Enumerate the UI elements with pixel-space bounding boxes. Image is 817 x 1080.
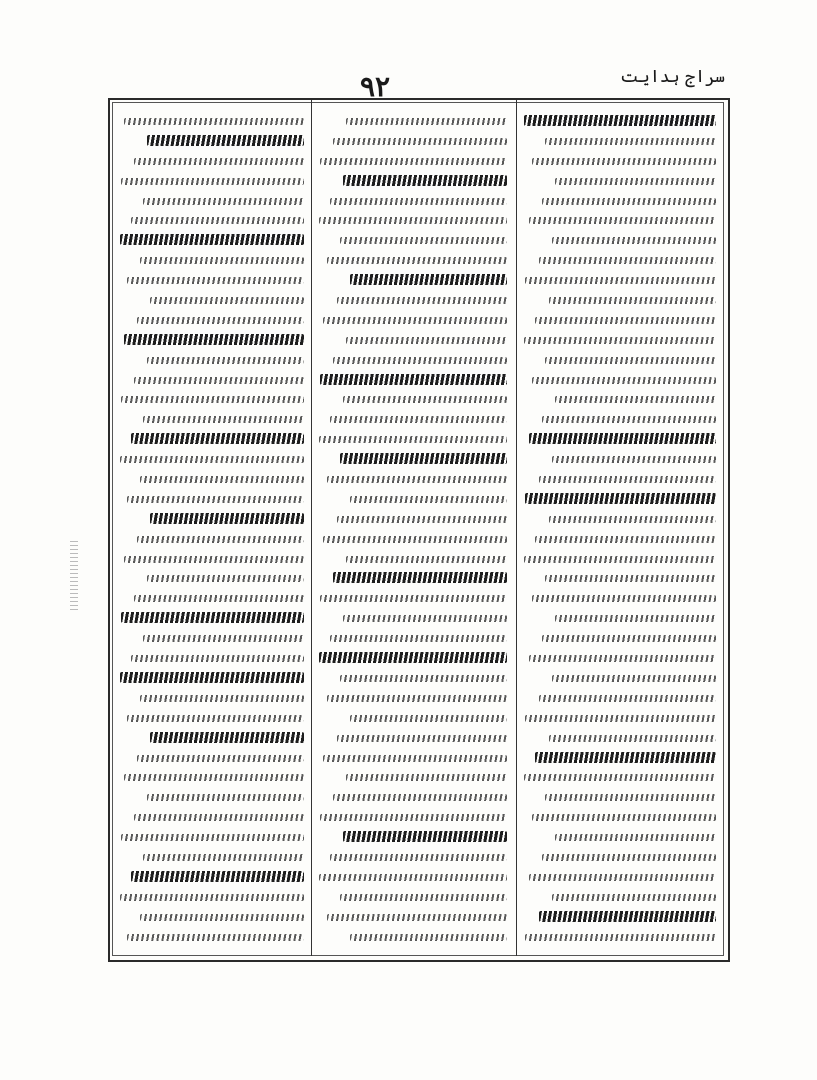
handwritten-text — [330, 198, 507, 205]
handwritten-text — [555, 178, 716, 185]
text-line — [118, 709, 306, 729]
handwritten-text — [552, 456, 716, 463]
entry-heading-line — [118, 430, 306, 450]
text-line — [522, 729, 718, 749]
handwritten-text — [333, 138, 507, 145]
text-line — [317, 908, 509, 928]
text-line — [317, 510, 509, 530]
entry-heading-line — [522, 749, 718, 769]
entry-heading-line — [317, 569, 509, 589]
handwritten-text — [127, 715, 304, 722]
handwritten-text — [330, 416, 507, 423]
text-line — [317, 390, 509, 410]
text-column-left — [118, 112, 306, 950]
handwritten-text — [346, 118, 507, 125]
handwritten-text — [535, 536, 716, 543]
handwritten-text — [323, 317, 507, 324]
handwritten-text — [319, 436, 507, 443]
text-line — [118, 172, 306, 192]
handwritten-text — [343, 396, 507, 403]
text-line — [317, 808, 509, 828]
handwritten-text — [147, 575, 304, 582]
entry-heading-line — [118, 132, 306, 152]
handwritten-text — [552, 894, 716, 901]
text-line — [118, 828, 306, 848]
text-line — [522, 152, 718, 172]
text-line — [118, 689, 306, 709]
handwritten-text — [535, 317, 716, 324]
handwritten-text — [524, 774, 716, 781]
text-line — [317, 311, 509, 331]
text-line — [522, 172, 718, 192]
page-number: ۹۲ — [360, 70, 391, 103]
handwritten-text — [140, 695, 304, 702]
handwritten-text — [545, 575, 716, 582]
handwritten-text — [124, 774, 304, 781]
text-line — [118, 450, 306, 470]
text-line — [317, 430, 509, 450]
handwritten-text — [120, 456, 304, 463]
handwritten-text — [343, 615, 507, 622]
handwritten-text — [532, 814, 716, 821]
text-line — [522, 868, 718, 888]
handwritten-text — [319, 217, 507, 224]
margin-stamp — [70, 540, 78, 610]
handwritten-text — [124, 334, 304, 345]
handwritten-text — [340, 237, 507, 244]
handwritten-text — [140, 257, 304, 264]
text-line — [317, 192, 509, 212]
handwritten-text — [320, 814, 507, 821]
handwritten-text — [535, 752, 716, 763]
text-line — [317, 470, 509, 490]
entry-heading-line — [522, 908, 718, 928]
entry-heading-line — [522, 112, 718, 132]
handwritten-text — [525, 493, 716, 504]
handwritten-text — [320, 374, 507, 385]
handwritten-text — [147, 357, 304, 364]
text-line — [522, 231, 718, 251]
handwritten-text — [127, 277, 304, 284]
text-line — [118, 808, 306, 828]
text-line — [522, 211, 718, 231]
text-line — [118, 291, 306, 311]
text-column-right — [522, 112, 718, 950]
handwritten-text — [524, 556, 716, 563]
handwritten-text — [147, 794, 304, 801]
text-line — [118, 908, 306, 928]
handwritten-text — [327, 695, 507, 702]
handwritten-text — [131, 871, 304, 882]
handwritten-text — [545, 138, 716, 145]
handwritten-text — [143, 198, 304, 205]
handwritten-text — [545, 357, 716, 364]
handwritten-text — [121, 178, 304, 185]
text-line — [118, 470, 306, 490]
handwritten-text — [529, 433, 716, 444]
text-line — [522, 649, 718, 669]
handwritten-text — [333, 794, 507, 801]
text-line — [118, 848, 306, 868]
text-line — [522, 788, 718, 808]
handwritten-text — [549, 297, 716, 304]
text-line — [317, 152, 509, 172]
handwritten-text — [333, 572, 507, 583]
text-line — [317, 410, 509, 430]
handwritten-text — [525, 277, 716, 284]
handwritten-text — [542, 416, 716, 423]
text-line — [317, 550, 509, 570]
text-line — [118, 311, 306, 331]
handwritten-text — [120, 234, 304, 245]
handwritten-text — [549, 516, 716, 523]
handwritten-text — [323, 755, 507, 762]
handwritten-text — [542, 198, 716, 205]
handwritten-text — [340, 675, 507, 682]
handwritten-text — [327, 476, 507, 483]
text-line — [522, 510, 718, 530]
handwritten-text — [330, 635, 507, 642]
handwritten-text — [545, 794, 716, 801]
text-line — [317, 689, 509, 709]
handwritten-text — [120, 894, 304, 901]
text-line — [522, 470, 718, 490]
handwritten-text — [337, 735, 507, 742]
handwritten-text — [323, 536, 507, 543]
handwritten-text — [147, 135, 304, 146]
text-line — [522, 351, 718, 371]
handwritten-text — [337, 297, 507, 304]
text-line — [317, 768, 509, 788]
text-line — [522, 828, 718, 848]
text-line — [118, 888, 306, 908]
handwritten-text — [131, 655, 304, 662]
text-line — [118, 152, 306, 172]
text-line — [317, 928, 509, 948]
text-line — [317, 848, 509, 868]
text-line — [317, 231, 509, 251]
text-line — [317, 530, 509, 550]
text-line — [118, 251, 306, 271]
entry-heading-line — [118, 510, 306, 530]
text-line — [118, 768, 306, 788]
entry-heading-line — [317, 371, 509, 391]
handwritten-text — [532, 377, 716, 384]
text-line — [522, 888, 718, 908]
handwritten-text — [327, 257, 507, 264]
text-line — [522, 251, 718, 271]
entry-heading-line — [317, 828, 509, 848]
handwritten-text — [525, 934, 716, 941]
handwritten-text — [121, 612, 304, 623]
text-line — [118, 788, 306, 808]
text-line — [118, 569, 306, 589]
text-line — [118, 589, 306, 609]
handwritten-text — [330, 854, 507, 861]
handwritten-text — [346, 774, 507, 781]
handwritten-text — [539, 695, 716, 702]
text-line — [522, 808, 718, 828]
handwritten-text — [150, 732, 304, 743]
handwritten-text — [542, 635, 716, 642]
text-line — [522, 709, 718, 729]
text-line — [118, 629, 306, 649]
column-rule-left — [311, 100, 312, 956]
handwritten-text — [143, 416, 304, 423]
handwritten-text — [532, 158, 716, 165]
text-column-middle — [317, 112, 509, 950]
entry-heading-line — [317, 271, 509, 291]
text-line — [118, 749, 306, 769]
entry-heading-line — [118, 331, 306, 351]
text-line — [317, 868, 509, 888]
entry-heading-line — [522, 430, 718, 450]
handwritten-text — [350, 274, 507, 285]
entry-heading-line — [118, 669, 306, 689]
text-line — [317, 351, 509, 371]
text-line — [522, 629, 718, 649]
handwritten-text — [120, 672, 304, 683]
text-line — [317, 669, 509, 689]
handwritten-text — [552, 237, 716, 244]
text-line — [317, 132, 509, 152]
text-line — [317, 291, 509, 311]
handwritten-text — [131, 433, 304, 444]
handwritten-text — [343, 175, 507, 186]
handwritten-text — [140, 476, 304, 483]
entry-heading-line — [522, 490, 718, 510]
handwritten-text — [143, 635, 304, 642]
text-line — [522, 371, 718, 391]
text-line — [522, 390, 718, 410]
handwritten-text — [319, 874, 507, 881]
handwritten-text — [529, 655, 716, 662]
text-line — [522, 331, 718, 351]
entry-heading-line — [118, 609, 306, 629]
handwritten-text — [333, 357, 507, 364]
entry-heading-line — [317, 172, 509, 192]
text-line — [522, 311, 718, 331]
text-line — [118, 390, 306, 410]
text-line — [317, 749, 509, 769]
handwritten-text — [555, 396, 716, 403]
text-line — [522, 530, 718, 550]
handwritten-text — [150, 513, 304, 524]
handwritten-text — [542, 854, 716, 861]
handwritten-text — [539, 476, 716, 483]
text-line — [522, 609, 718, 629]
handwritten-text — [327, 914, 507, 921]
handwritten-text — [532, 595, 716, 602]
text-line — [317, 888, 509, 908]
handwritten-text — [346, 556, 507, 563]
text-line — [118, 211, 306, 231]
entry-heading-line — [118, 868, 306, 888]
text-line — [522, 768, 718, 788]
handwritten-text — [340, 453, 507, 464]
handwritten-text — [340, 894, 507, 901]
handwritten-text — [524, 337, 716, 344]
text-line — [118, 112, 306, 132]
handwritten-text — [552, 675, 716, 682]
handwritten-text — [320, 158, 507, 165]
handwritten-text — [124, 556, 304, 563]
handwritten-text — [346, 337, 507, 344]
text-line — [522, 550, 718, 570]
text-line — [118, 192, 306, 212]
text-line — [317, 589, 509, 609]
handwritten-text — [134, 814, 304, 821]
text-line — [522, 928, 718, 948]
handwritten-text — [555, 615, 716, 622]
handwritten-text — [140, 914, 304, 921]
handwritten-text — [549, 735, 716, 742]
handwritten-text — [137, 536, 304, 543]
entry-heading-line — [118, 729, 306, 749]
handwritten-text — [137, 755, 304, 762]
handwritten-text — [524, 115, 716, 126]
handwritten-text — [555, 834, 716, 841]
text-line — [522, 689, 718, 709]
handwritten-text — [134, 595, 304, 602]
handwritten-text — [143, 854, 304, 861]
handwritten-text — [319, 652, 507, 663]
handwritten-text — [343, 831, 507, 842]
text-line — [317, 211, 509, 231]
handwritten-text — [127, 496, 304, 503]
text-line — [522, 848, 718, 868]
text-line — [522, 291, 718, 311]
handwritten-text — [539, 911, 716, 922]
text-line — [522, 271, 718, 291]
text-line — [522, 569, 718, 589]
handwritten-text — [137, 317, 304, 324]
handwritten-text — [337, 516, 507, 523]
text-line — [317, 112, 509, 132]
text-line — [522, 589, 718, 609]
text-line — [317, 609, 509, 629]
text-line — [522, 410, 718, 430]
text-line — [118, 410, 306, 430]
text-line — [522, 669, 718, 689]
text-line — [118, 271, 306, 291]
handwritten-text — [134, 377, 304, 384]
text-line — [522, 132, 718, 152]
handwritten-text — [121, 834, 304, 841]
entry-heading-line — [317, 450, 509, 470]
handwritten-text — [320, 595, 507, 602]
handwritten-text — [350, 934, 507, 941]
text-line — [522, 192, 718, 212]
handwritten-text — [529, 874, 716, 881]
handwritten-text — [539, 257, 716, 264]
handwritten-text — [134, 158, 304, 165]
handwritten-text — [127, 934, 304, 941]
entry-heading-line — [118, 231, 306, 251]
text-line — [317, 629, 509, 649]
handwritten-text — [131, 217, 304, 224]
text-line — [317, 729, 509, 749]
handwritten-text — [525, 715, 716, 722]
text-line — [118, 550, 306, 570]
text-line — [118, 928, 306, 948]
text-line — [118, 649, 306, 669]
handwritten-text — [150, 297, 304, 304]
text-line — [317, 788, 509, 808]
running-title: سراج ہدایت — [619, 67, 725, 87]
text-line — [118, 371, 306, 391]
handwritten-text — [124, 118, 304, 125]
text-line — [317, 251, 509, 271]
text-line — [522, 450, 718, 470]
handwritten-text — [121, 396, 304, 403]
text-line — [118, 351, 306, 371]
handwritten-text — [350, 715, 507, 722]
text-line — [118, 530, 306, 550]
text-line — [317, 331, 509, 351]
handwritten-text — [350, 496, 507, 503]
column-rule-right — [516, 100, 517, 956]
text-line — [118, 490, 306, 510]
text-line — [317, 709, 509, 729]
handwritten-text — [529, 217, 716, 224]
text-line — [317, 490, 509, 510]
entry-heading-line — [317, 649, 509, 669]
